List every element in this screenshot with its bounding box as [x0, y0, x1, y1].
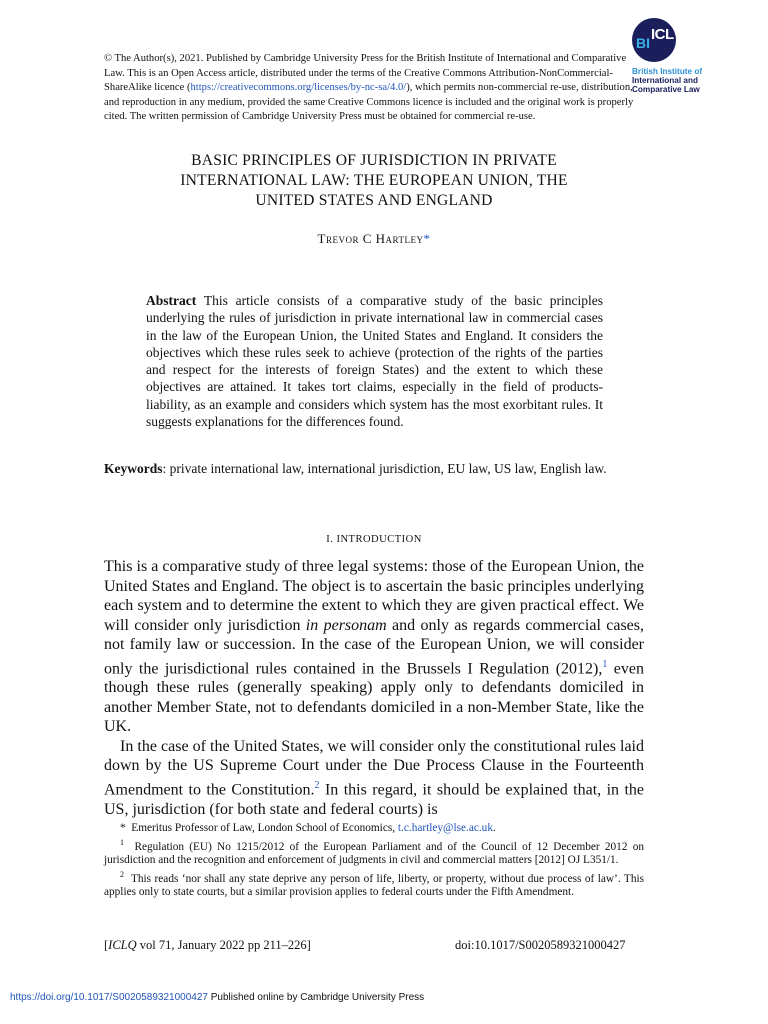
bicl-logo-text: British Institute of International and Comparative Law: [632, 67, 703, 94]
author-name: Trevor C Hartley*: [317, 231, 431, 246]
footnote-ref-1[interactable]: 1: [602, 658, 608, 670]
keywords: Keywords: private international law, international jurisdiction, EU law, US law, English law.: [104, 461, 607, 476]
doi-text: doi:10.1017/S0020589321000427: [455, 938, 626, 952]
journal-citation: [ICLQ vol 71, January 2022 pp 211–226]: [104, 938, 311, 952]
author-email-link[interactable]: t.c.hartley@lse.ac.uk: [397, 822, 493, 834]
body-text: [104, 557, 644, 819]
publisher-footer: https://doi.org/10.1017/S0020589321000427 Published online by Cambridge University Press: [10, 992, 425, 1003]
footnote-1: $^1$ Regulation (EU) No 1215/2012 of the European Parliament and of the Council of 12 December 2012 on jurisdiction and the recognition and enforcement of judgments in civil and commercial matters [2012] OJ L351/1.: [104, 837, 645, 866]
article-title: BASIC PRINCIPLES OF JURISDICTION IN PRIVATE INTERNATIONAL LAW: THE EUROPEAN UNION, THE UNITED STATES AND ENGLAND: [180, 152, 568, 209]
licence-link[interactable]: https://creativecommons.org/licenses/by-nc-sa/4.0/: [190, 82, 407, 93]
section-heading: I. INTRODUCTION: [326, 534, 422, 545]
footnote-ref-2[interactable]: 2: [314, 779, 320, 791]
bicl-logo-mark: BI ICL: [632, 18, 676, 62]
author-footnote-mark[interactable]: *: [423, 231, 431, 246]
paragraph: In the case of the United States, we will consider only the constitutional rules laid down by the US Supreme Court under the Due Process Clause in the Fourteenth Amendment to the Constitution.$^2$ In this regard, it should be explained that, in the US, jurisdiction (for both state and federal courts) is: [104, 737, 644, 818]
keywords-label: Keywords: [104, 461, 163, 476]
doi-link[interactable]: https://doi.org/10.1017/S0020589321000427: [10, 992, 208, 1003]
license-notice: © The Author(s), 2021. Published by Cambridge University Press for the British Institute of International and Comparative Law. This is an Open Access article, distributed under the terms of the Creative Commons Attribution-NonCommercial-ShareAlike licence (https://creativecommons.org/licenses/by-nc-sa/4.0/), which permits non-commercial re-use, distribution, and reproduction in any medium, provided the same Creative Commons licence is included and the original work is properly cited. The written permission of Cambridge University Press must be obtained for commercial re-use.: [104, 53, 634, 122]
footnotes: [104, 822, 644, 900]
footnote-author: * Emeritus Professor of Law, London School of Economics, t.c.hartley@lse.ac.uk.: [120, 822, 496, 834]
bicl-logo: [632, 18, 742, 94]
abstract-label: Abstract: [146, 293, 197, 308]
abstract: Abstract This article consists of a comparative study of the basic principles underlying the rules of jurisdiction in private international law in commercial cases in the law of the European Union, the United States and England. It considers the objectives which these rules seek to achieve (protection of the rights of the parties and respect for the interests of foreign States) and the extent to which these objectives are attained. It takes tort claims, especially in the field of products-liability, as an example and considers which system has the most exorbitant rules. It suggests explanations for the differences found.: [146, 293, 603, 430]
paragraph: This is a comparative study of three legal systems: those of the European Union, the United States and England. The object is to ascertain the basic principles underlying each system and to determine the extent to which they are given practical effect. We will consider only jurisdiction in personam and only as regards commercial cases, not family law or succession. In the case of the European Union, we will consider only the jurisdictional rules contained in the Brussels I Regulation (2012),$^1$ even though these rules (generally speaking) apply only to defendants domiciled in another Member State, not to defendants domiciled in a non-Member State, like the UK.: [104, 558, 645, 736]
footnote-2: $^2$ This reads ‘nor shall any state deprive any person of life, liberty, or property, without due process of law’. This applies only to state courts, but a similar provision applies to federal courts under the Fifth Amendment.: [104, 869, 644, 898]
